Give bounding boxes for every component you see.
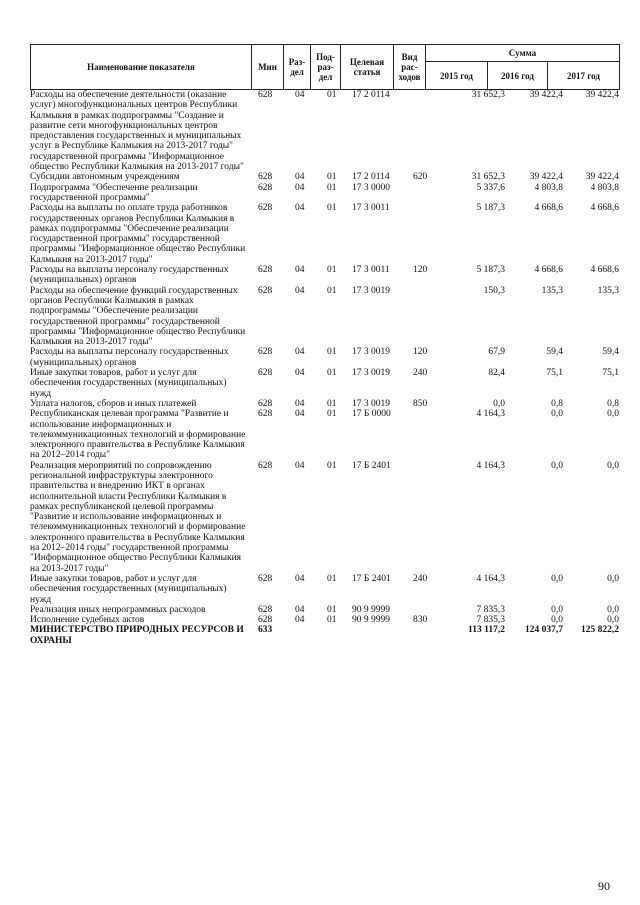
- cell-sum-2016: 135,3: [541, 285, 563, 296]
- table-header: [30, 44, 619, 90]
- table-row: [30, 347, 619, 368]
- table-row: [30, 368, 619, 399]
- cell-razdel: 04: [295, 368, 305, 379]
- cell-sum-2015: 82,4: [488, 368, 505, 379]
- cell-vid: 620: [413, 172, 428, 183]
- cell-podrazdel: 01: [327, 172, 337, 183]
- cell-sum-2017: 0,0: [607, 409, 619, 420]
- table-row: [30, 203, 619, 265]
- header-vid: Вид рас- ходов: [394, 45, 426, 90]
- cell-target: 17 Б 0000: [352, 409, 391, 420]
- cell-sum-2015: 5 187,3: [476, 265, 505, 276]
- header-name: Наименование показателя: [31, 45, 252, 90]
- cell-target: 17 3 0011: [352, 265, 390, 276]
- cell-target: 90 9 9999: [352, 604, 390, 615]
- cell-razdel: 04: [295, 460, 305, 471]
- cell-podrazdel: 01: [327, 265, 337, 276]
- cell-sum-2017: 135,3: [597, 285, 619, 296]
- table-row: [30, 461, 619, 574]
- cell-sum-2017: 39 422,4: [585, 90, 619, 100]
- cell-sum-2017: 4 668,6: [590, 265, 619, 276]
- cell-name: Реализация иных непрограммных расходов: [30, 604, 206, 615]
- cell-razdel: 04: [295, 573, 305, 584]
- cell-vid: 240: [413, 368, 428, 379]
- table-row: [30, 183, 619, 204]
- cell-sum-2017: 75,1: [602, 368, 619, 379]
- table-row: [30, 265, 619, 286]
- cell-vid: 120: [413, 265, 428, 276]
- cell-razdel: 04: [295, 172, 305, 183]
- cell-min: 628: [258, 398, 273, 409]
- table-row: [30, 399, 619, 409]
- cell-vid: 850: [413, 398, 428, 409]
- cell-vid: 830: [413, 615, 428, 626]
- cell-name: Расходы на выплаты по оплате труда работников государственных органов Республики Калмыкия в рамках подпрограммы "Обеспечение реализации государственной программы" государственной программы "Информационное общество Республики Калмыкия на 2013-2017 годы": [30, 203, 246, 265]
- cell-name: Подпрограмма "Обеспечение реализации государственной программы": [30, 182, 198, 203]
- cell-razdel: 04: [295, 409, 305, 420]
- cell-target: 17 3 0019: [352, 398, 390, 409]
- header-year-2015: 2015 год: [426, 62, 488, 90]
- cell-sum-2015: 67,9: [488, 347, 505, 358]
- cell-target: 90 9 9999: [352, 615, 390, 626]
- cell-razdel: 04: [295, 90, 305, 100]
- cell-razdel: 04: [295, 347, 305, 358]
- cell-sum-2016: 4 668,6: [534, 203, 563, 214]
- cell-min: 628: [258, 265, 273, 276]
- header-year-2017: 2017 год: [548, 62, 620, 90]
- cell-target: 17 Б 2401: [352, 460, 391, 471]
- table-row: [30, 90, 619, 172]
- cell-podrazdel: 01: [327, 615, 337, 626]
- cell-target: 17 3 0011: [352, 203, 390, 214]
- cell-sum-2015: 7 835,3: [476, 615, 505, 626]
- cell-podrazdel: 01: [327, 368, 337, 379]
- cell-min: 628: [258, 409, 273, 420]
- cell-vid: 120: [413, 347, 428, 358]
- cell-min: 628: [258, 460, 273, 471]
- cell-sum-2017: 0,0: [607, 573, 619, 584]
- cell-sum-2016: 0,8: [551, 398, 563, 409]
- table-row: [30, 574, 619, 605]
- cell-target: 17 3 0019: [352, 347, 390, 358]
- header-year-2016: 2016 год: [488, 62, 548, 90]
- cell-target: 17 3 0019: [352, 368, 390, 379]
- cell-name: Иные закупки товаров, работ и услуг для обеспечения государственных (муниципальных) нужд: [30, 573, 227, 605]
- cell-min: 628: [258, 347, 273, 358]
- cell-sum-2015: 113 117,2: [468, 625, 505, 636]
- header-razdel: Раз- дел: [284, 45, 311, 90]
- cell-sum-2015: 4 164,3: [476, 460, 505, 471]
- cell-min: 628: [258, 182, 273, 193]
- header-min: Мин: [252, 45, 284, 90]
- cell-sum-2015: 4 164,3: [476, 573, 505, 584]
- cell-razdel: 04: [295, 203, 305, 214]
- cell-target: 17 Б 2401: [352, 573, 391, 584]
- cell-min: 628: [258, 203, 273, 214]
- table-row: [30, 409, 619, 460]
- cell-sum-2017: 59,4: [602, 347, 619, 358]
- cell-sum-2017: 0,0: [607, 604, 619, 615]
- header-target: Целевая статья: [341, 45, 394, 90]
- cell-target: 17 2 0114: [352, 172, 390, 183]
- cell-sum-2016: 39 422,4: [529, 172, 563, 183]
- cell-podrazdel: 01: [327, 573, 337, 584]
- cell-sum-2017: 0,0: [607, 615, 619, 626]
- cell-sum-2015: 7 835,3: [476, 604, 505, 615]
- cell-sum-2017: 39 422,4: [585, 172, 619, 183]
- cell-sum-2015: 150,3: [483, 285, 505, 296]
- table-row: [30, 615, 619, 625]
- cell-min: 628: [258, 285, 273, 296]
- cell-name: Расходы на обеспечение деятельности (оказание услуг) многофункциональных центров Республики Калмыкия в рамках подпрограммы "Создание и развитие сети многофункциональных центров предоставления государственных и муниципальных услуг в Республике Калмыкия на 2013-2017 годы" государственной программы "Информационное общество Республики Калмыкия на 2013-2017 годы": [30, 90, 244, 173]
- cell-min: 628: [258, 368, 273, 379]
- cell-name: Расходы на выплаты персоналу государственных (муниципальных) органов: [30, 265, 229, 286]
- cell-podrazdel: 01: [327, 398, 337, 409]
- header-summa: Сумма: [426, 45, 620, 62]
- cell-sum-2016: 75,1: [546, 368, 563, 379]
- header-podrazdel: Под- раз- дел: [311, 45, 341, 90]
- cell-name: Субсидии автономным учреждениям: [30, 172, 180, 183]
- cell-podrazdel: 01: [327, 347, 337, 358]
- cell-podrazdel: 01: [327, 604, 337, 615]
- page-number: 90: [598, 879, 610, 893]
- cell-podrazdel: 01: [327, 182, 337, 193]
- cell-target: 17 3 0019: [352, 285, 390, 296]
- cell-vid: 240: [413, 573, 428, 584]
- cell-podrazdel: 01: [327, 460, 337, 471]
- cell-min: 628: [258, 604, 273, 615]
- cell-name: Республиканская целевая программа "Развитие и использование информационных и телекоммуникационных технологий и формирование электронного правительства в Республике Калмыкия на 2012–2014 годы": [30, 409, 246, 461]
- cell-razdel: 04: [295, 604, 305, 615]
- budget-table-body: [30, 90, 619, 646]
- cell-name: Расходы на обеспечение функций государственных органов Республики Калмыкия в рамках подпрограммы "Обеспечение реализации государственной программы" государственной программы "Информационное общество Республики Калмыкия на 2013-2017 годы": [30, 285, 246, 348]
- cell-sum-2017: 4 803,8: [590, 182, 619, 193]
- cell-sum-2016: 4 803,8: [534, 182, 563, 193]
- cell-podrazdel: 01: [327, 203, 337, 214]
- cell-razdel: 04: [295, 285, 305, 296]
- cell-target: 17 3 0000: [352, 182, 390, 193]
- cell-min: 628: [258, 573, 273, 584]
- cell-sum-2015: 5 337,6: [476, 182, 505, 193]
- cell-sum-2015: 5 187,3: [476, 203, 505, 214]
- cell-min: 628: [258, 172, 273, 183]
- cell-sum-2017: 0,0: [607, 460, 619, 471]
- cell-sum-2015: 31 652,3: [471, 172, 505, 183]
- table-row: [30, 286, 619, 348]
- cell-name: Исполнение судебных актов: [30, 615, 145, 626]
- cell-name: Уплата налогов, сборов и иных платежей: [30, 398, 197, 409]
- cell-target: 17 2 0114: [352, 90, 390, 100]
- cell-name: Иные закупки товаров, работ и услуг для обеспечения государственных (муниципальных) нужд: [30, 368, 227, 399]
- cell-sum-2016: 4 668,6: [534, 265, 563, 276]
- cell-podrazdel: 01: [327, 90, 337, 100]
- cell-sum-2017: 0,8: [607, 398, 619, 409]
- cell-sum-2016: 39 422,4: [529, 90, 563, 100]
- cell-razdel: 04: [295, 265, 305, 276]
- cell-name: МИНИСТЕРСТВО ПРИРОДНЫХ РЕСУРСОВ И ОХРАНЫ: [30, 625, 244, 646]
- cell-min: 633: [258, 625, 273, 636]
- table-row: [30, 605, 619, 615]
- cell-razdel: 04: [295, 182, 305, 193]
- cell-min: 628: [258, 615, 273, 626]
- table-row: [30, 625, 619, 646]
- cell-podrazdel: 01: [327, 285, 337, 296]
- cell-sum-2015: 0,0: [493, 398, 505, 409]
- cell-sum-2015: 31 652,3: [471, 90, 505, 100]
- cell-name: Расходы на выплаты персоналу государственных (муниципальных) органов: [30, 347, 229, 368]
- cell-sum-2015: 4 164,3: [476, 409, 505, 420]
- cell-sum-2017: 125 822,2: [581, 625, 619, 636]
- cell-sum-2016: 0,0: [551, 604, 563, 615]
- cell-razdel: 04: [295, 615, 305, 626]
- cell-sum-2017: 4 668,6: [590, 203, 619, 214]
- cell-min: 628: [258, 90, 273, 100]
- cell-podrazdel: 01: [327, 409, 337, 420]
- cell-sum-2016: 0,0: [551, 573, 563, 584]
- cell-sum-2016: 0,0: [551, 409, 563, 420]
- cell-sum-2016: 59,4: [546, 347, 563, 358]
- table-row: [30, 172, 619, 182]
- cell-razdel: 04: [295, 398, 305, 409]
- cell-sum-2016: 0,0: [551, 615, 563, 626]
- cell-name: Реализация мероприятий по сопровождению региональной инфраструктуры электронного правительства и внедрению ИКТ в органах исполнительной власти Республики Калмыкия в рамках республиканской целевой программы "Развитие и использование информационных и телекоммуникационных технологий и формирование электронного правительства в Республике Калмыкия на 2012–2014 годы" государственной программы "Информационное общество Республики Калмыкия на 2013-2017 годы": [30, 460, 246, 574]
- cell-sum-2016: 124 037,7: [525, 625, 563, 636]
- cell-sum-2016: 0,0: [551, 460, 563, 471]
